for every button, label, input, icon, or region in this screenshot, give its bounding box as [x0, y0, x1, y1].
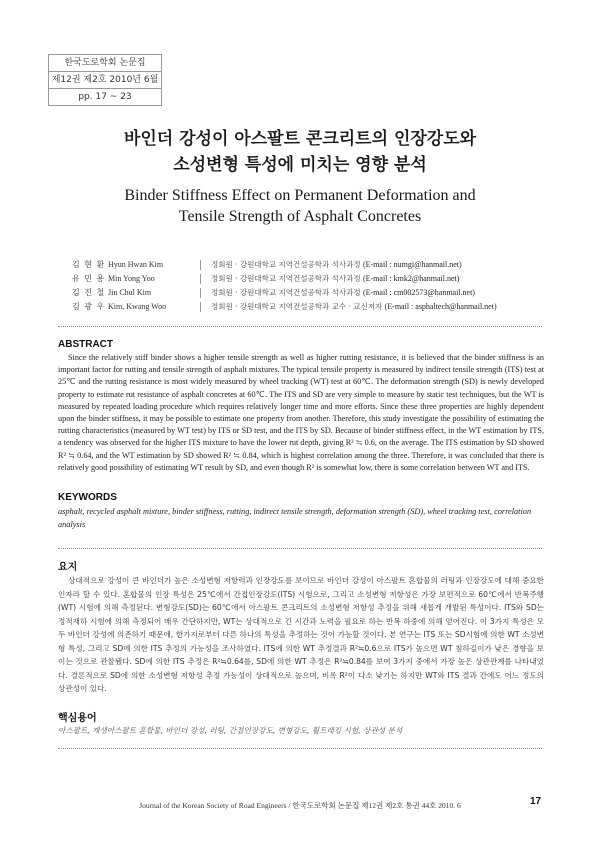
- author-email: (E-mail : kmk2@hanmail.net): [362, 274, 460, 283]
- journal-name: 한국도로학회 논문집: [49, 55, 161, 72]
- author-email: (E-mail : numgi@hanmail.net): [362, 260, 462, 269]
- author-affiliation: 정회원 · 강원대학교 지역건설공학과 석사과정 (E-mail : cm002573@hanmail.net): [211, 288, 475, 297]
- author-name-ko: 김 현 환: [72, 260, 106, 269]
- author-name-en: Min Yong Yoo: [108, 274, 155, 283]
- keywords-ko-text: 아스팔트, 재생아스팔트 혼합물, 바인더 강성, 러팅, 간접인장강도, 변형강도, 휠트래킹 시험, 상관성 분석: [58, 726, 403, 735]
- author-email: (E-mail : cm002573@hanmail.net): [362, 288, 475, 297]
- author-affiliation: 정회원 · 강원대학교 지역건설공학과 교수 · 교신저자 (E-mail : asphaltech@hanmail.net): [211, 302, 497, 311]
- author-name-ko: 김 광 우: [72, 302, 106, 311]
- author-name-en: Kim, Kwang Woo: [108, 302, 167, 311]
- title-ko-line1: 바인더 강성이 아스팔트 콘크리트의 인장강도와: [123, 129, 477, 149]
- journal-volume: 제12권 제2호 2010년 6월: [49, 72, 161, 89]
- abstract-heading: ABSTRACT: [58, 339, 113, 350]
- author-row: [72, 272, 542, 286]
- author-affiliation: 정회원 · 강원대학교 지역건설공학과 석사과정 (E-mail : numgi@hanmail.net): [211, 260, 462, 269]
- summary-ko-heading: 요지: [58, 562, 78, 573]
- divider: [58, 326, 542, 327]
- author-row: [72, 258, 542, 272]
- abstract-text: Since the relatively stiff binder shows a higher tensile strength as well as higher rutting resistance, it is believed that the binder stiffness is an important factor for rutting and tensile strength of asphalt mixtures. The typical tensile property is measured by indirect tensile strength (ITS) test at 25℃ and the rutting resistance is most widely measured by wheel tracking (WT) test at 60℃. The deformation strength (SD) is newly developed property to estimate rut resistance of asphalt concretes at 60℃. The ITS and SD are very simple to measure by static test techniques, but the WT is measured by repeated loading procedure which requires relatively longer time and more efforts. Since these three properties are highly dependent upon the binder stiffness, it may be possible to estimate one property from another. Therefore, this study investigate the possibility of estimating the rutting characteristics (measured by WT test) by ITS or SD test, and the ITS by SD. Because of binder stiffness effect, in the WT estimation by ITS, a tendency was observed for the higher ITS mixture to have the lower rut depth, giving R² ≒ 0.6, on the average. The ITS estimation by SD showed R² ≒ 0.64, and the WT estimation by SD showed R² ≒ 0.84, which is highest correlation among the three. Therefore, it was concluded that there is relatively good possibility of estimating WT result by SD, and even though R² is somewhat low, there is some correlation between WT and ITS.: [58, 353, 544, 472]
- page-number: 17: [530, 796, 542, 807]
- keywords-ko-heading: 핵심용어: [58, 713, 97, 724]
- author-name-en: Hyun Hwan Kim: [108, 260, 164, 269]
- author-list: [72, 258, 542, 314]
- author-row: [72, 300, 542, 314]
- title-en-line1: Binder Stiffness Effect on Permanent Deformation and: [124, 187, 476, 204]
- author-affiliation: 정회원 · 강원대학교 지역건설공학과 석사과정 (E-mail : kmk2@hanmail.net): [211, 274, 460, 283]
- summary-ko-text: 상대적으로 강성이 큰 바인더가 높은 소성변형 저항력과 인장강도를 보이므로 바인더 강성이 아스팔트 혼합물의 러팅과 인장강도에 대해 중요한 인자라 할 수 있다. 혼합물의 인장 특성은 25℃에서 간접인장강도(ITS) 시험으로, 그리고 소성변형 저항성은 가장 보편적으로 60℃에서 반복주행(WT) 시험에 의해 측정된다. 변형강도(SD)는 60℃에서 아스팔트 콘크리트의 소성변형 저항성 추정을 위해 새롭게 개발된 특성이다. ITS와 SD는 정적재하 시험에 의해 측정되어 매우 간단하지만, WT는 상대적으로 긴 시간과 노력을 필요로 하는 반복 하중에 의해 얻어진다. 이 3가지 특성은 모두 바인더 강성에 의존하기 때문에, 한가지로부터 다른 하나의 특성을 추정하는 것이 가능할 것이다. 본 연구는 ITS 또는 SD시험에 의한 WT 소성변형 특성, 그리고 SD에 의한 ITS 추정의 가능성을 조사하였다. ITS에 의한 WT 추정결과 R²≒0.6으로 ITS가 높으면 WT 침하깊이가 낮은 경향을 보이는 것으로 관찰됐다. SD에 의한 ITS 추정은 R²≒0.64를, SD에 의한 WT 추정은 R²≒0.84를 보여 3가지 중에서 가장 높은 상관관계를 나타내었다. 결론적으로 SD에 의한 소성변형 저항성 추정 가능성이 상대적으로 높으며, 비록 R²이 다소 낮기는 하지만 WT와 ITS 결과 간에도 어느 정도의 상관성이 있다.: [58, 576, 544, 693]
- author-divider: [200, 274, 201, 284]
- title-ko-line2: 소성변형 특성에 미치는 영향 분석: [173, 155, 427, 175]
- author-divider: [200, 302, 201, 312]
- author-divider: [200, 288, 201, 298]
- author-divider: [200, 260, 201, 270]
- author-email: (E-mail : asphaltech@hanmail.net): [384, 302, 497, 311]
- author-name-en: Jin Chul Kim: [108, 288, 152, 297]
- title-en-line2: Tensile Strength of Asphalt Concretes: [178, 208, 422, 225]
- author-name-ko: 김 진 철: [72, 288, 106, 297]
- author-row: [72, 286, 542, 300]
- keywords-text: asphalt, recycled asphalt mixture, binder stiffness, rutting, indirect tensile strength, deformation strength (SD), wheel tracking test, correlation analysis: [58, 507, 532, 529]
- footer-citation: Journal of the Korean Society of Road Engineers / 한국도로학회 논문집 제12권 제2호 통권 44호 2010. 6: [139, 801, 461, 810]
- divider: [58, 548, 542, 549]
- journal-pages: pp. 17 ~ 23: [78, 92, 132, 102]
- author-name-ko: 유 민 용: [72, 274, 106, 283]
- divider: [58, 748, 542, 749]
- keywords-heading: KEYWORDS: [58, 492, 117, 503]
- journal-info-box: [48, 54, 162, 106]
